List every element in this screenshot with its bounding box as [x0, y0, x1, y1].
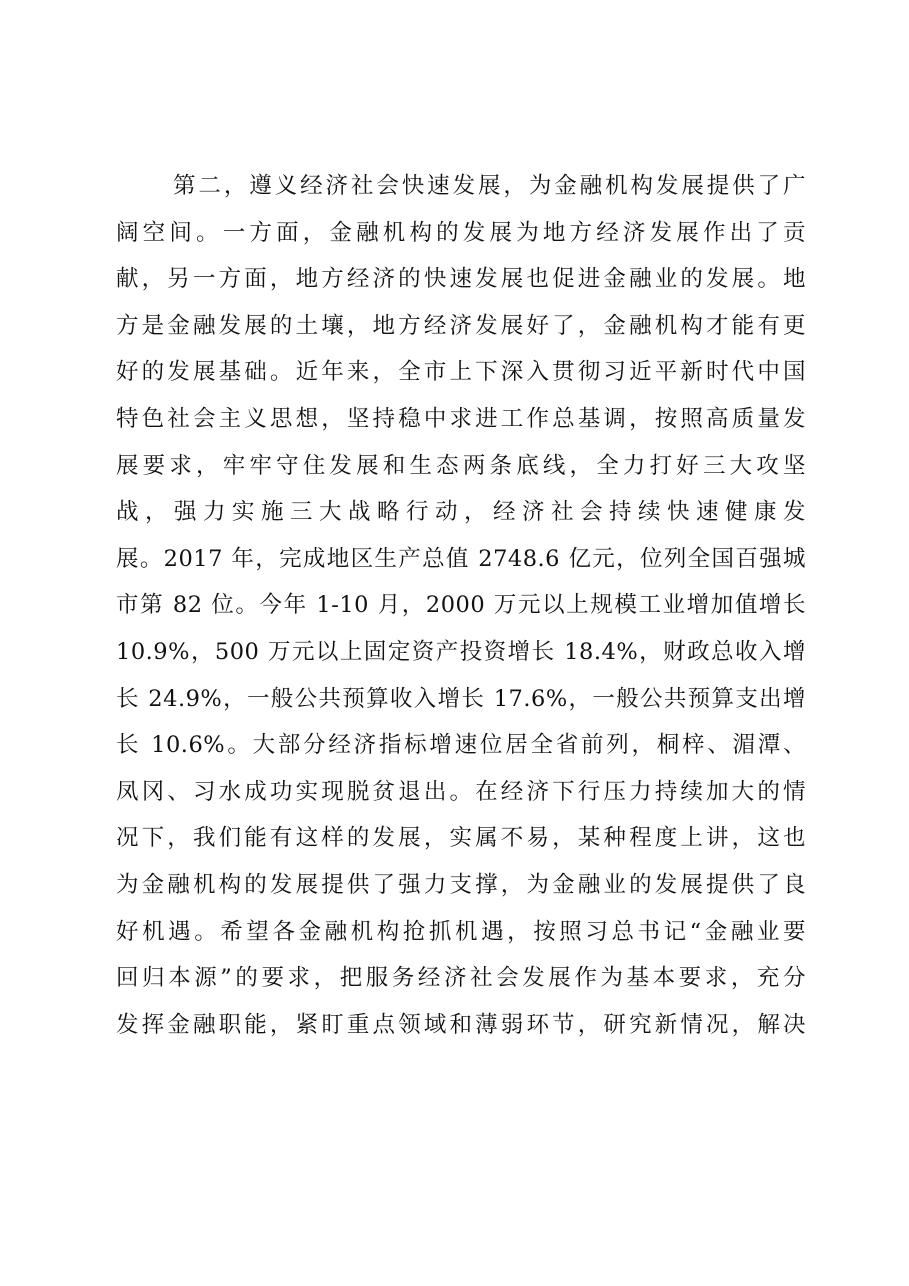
paragraph-line: 好的发展基础。近年来，全市上下深入贯彻习近平新时代中国	[116, 359, 806, 386]
paragraph-line: 为金融机构的发展提供了强力支撑，为金融业的发展提供了良	[116, 871, 806, 898]
paragraph-line: 长 24.9%，一般公共预算收入增长 17.6%，一般公共预算支出增	[116, 685, 806, 712]
paragraph-line: 战，强力实施三大战略行动，经济社会持续快速健康发	[116, 499, 806, 526]
paragraph-line: 凤冈、习水成功实现脱贫退出。在经济下行压力持续加大的情	[116, 778, 806, 805]
paragraph-line: 献，另一方面，地方经济的快速发展也促进金融业的发展。地	[116, 266, 806, 293]
body-paragraph	[116, 163, 806, 1048]
paragraph-line: 阔空间。一方面，金融机构的发展为地方经济发展作出了贡	[116, 219, 806, 246]
paragraph-line: 发挥金融职能，紧盯重点领域和薄弱环节，研究新情况，解决	[116, 1011, 806, 1038]
paragraph-line: 展。2017 年，完成地区生产总值 2748.6 亿元，位列全国百强城	[116, 545, 806, 572]
paragraph-line: 特色社会主义思想，坚持稳中求进工作总基调，按照高质量发	[116, 405, 806, 432]
paragraph-line: 方是金融发展的土壤，地方经济发展好了，金融机构才能有更	[116, 312, 806, 339]
paragraph-line: 长 10.6%。大部分经济指标增速位居全省前列，桐梓、湄潭、	[116, 732, 806, 759]
paragraph-line: 市第 82 位。今年 1-10 月，2000 万元以上规模工业增加值增长	[116, 592, 806, 619]
paragraph-line: 第二，遵义经济社会快速发展，为金融机构发展提供了广	[173, 173, 806, 199]
paragraph-line: 展要求，牢牢守住发展和生态两条底线，全力打好三大攻坚	[116, 452, 806, 479]
paragraph-line: 回归本源”的要求，把服务经济社会发展作为基本要求，充分	[116, 965, 806, 992]
paragraph-line: 10.9%，500 万元以上固定资产投资增长 18.4%，财政总收入增	[116, 638, 806, 665]
paragraph-line: 况下，我们能有这样的发展，实属不易，某种程度上讲，这也	[116, 825, 806, 852]
paragraph-line: 好机遇。希望各金融机构抢抓机遇，按照习总书记“金融业要	[116, 918, 806, 945]
